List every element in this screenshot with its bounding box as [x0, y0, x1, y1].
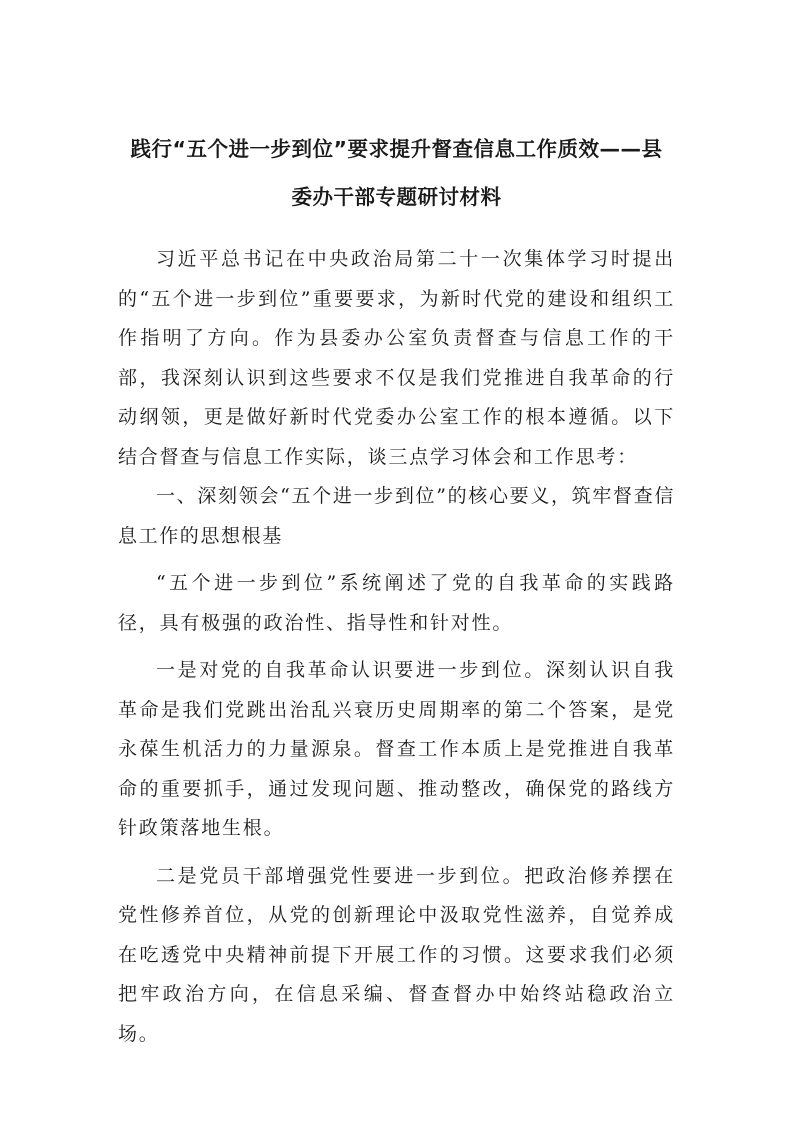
- document-title: [118, 126, 675, 220]
- paragraph-intro: 习近平总书记在中央政治局第二十一次集体学习时提出的“五个进一步到位”重要要求，为新时代党的建设和组织工作指明了方向。作为县委办公室负责督查与信息工作的干部，我深刻认识到这些要求不仅是我们党推进自我革命的行动纲领，更是做好新时代党委办公室工作的根本遵循。以下结合督查与信息工作实际，谈三点学习体会和工作思考：: [118, 248, 675, 468]
- paragraph-point-2: 二是党员干部增强党性要进一步到位。把政治修养摆在党性修养首位，从党的创新理论中汲取党性滋养，自觉养成在吃透党中央精神前提下开展工作的习惯。这要求我们必须把牢政治方向，在信息采编、督查督办中始终站稳政治立场。: [118, 864, 675, 1045]
- document-body: [118, 240, 675, 1054]
- section-heading-1: 一、深刻领会“五个进一步到位”的核心要义，筑牢督查信息工作的思想根基: [118, 485, 675, 547]
- title-line-2: 委办干部专题研讨材料: [291, 185, 502, 209]
- title-line-1: 践行“五个进一步到位”要求提升督查信息工作质效——县: [130, 137, 663, 161]
- paragraph-point-1: 一是对党的自我革命认识要进一步到位。深刻认识自我革命是我们党跳出治乱兴衰历史周期率的第二个答案，是党永葆生机活力的力量源泉。督查工作本质上是党推进自我革命的重要抓手，通过发现问题、推动整改，确保党的路线方针政策落地生根。: [118, 659, 675, 839]
- paragraph-overview: “五个进一步到位”系统阐述了党的自我革命的实践路径，具有极强的政治性、指导性和针对性。: [118, 572, 675, 634]
